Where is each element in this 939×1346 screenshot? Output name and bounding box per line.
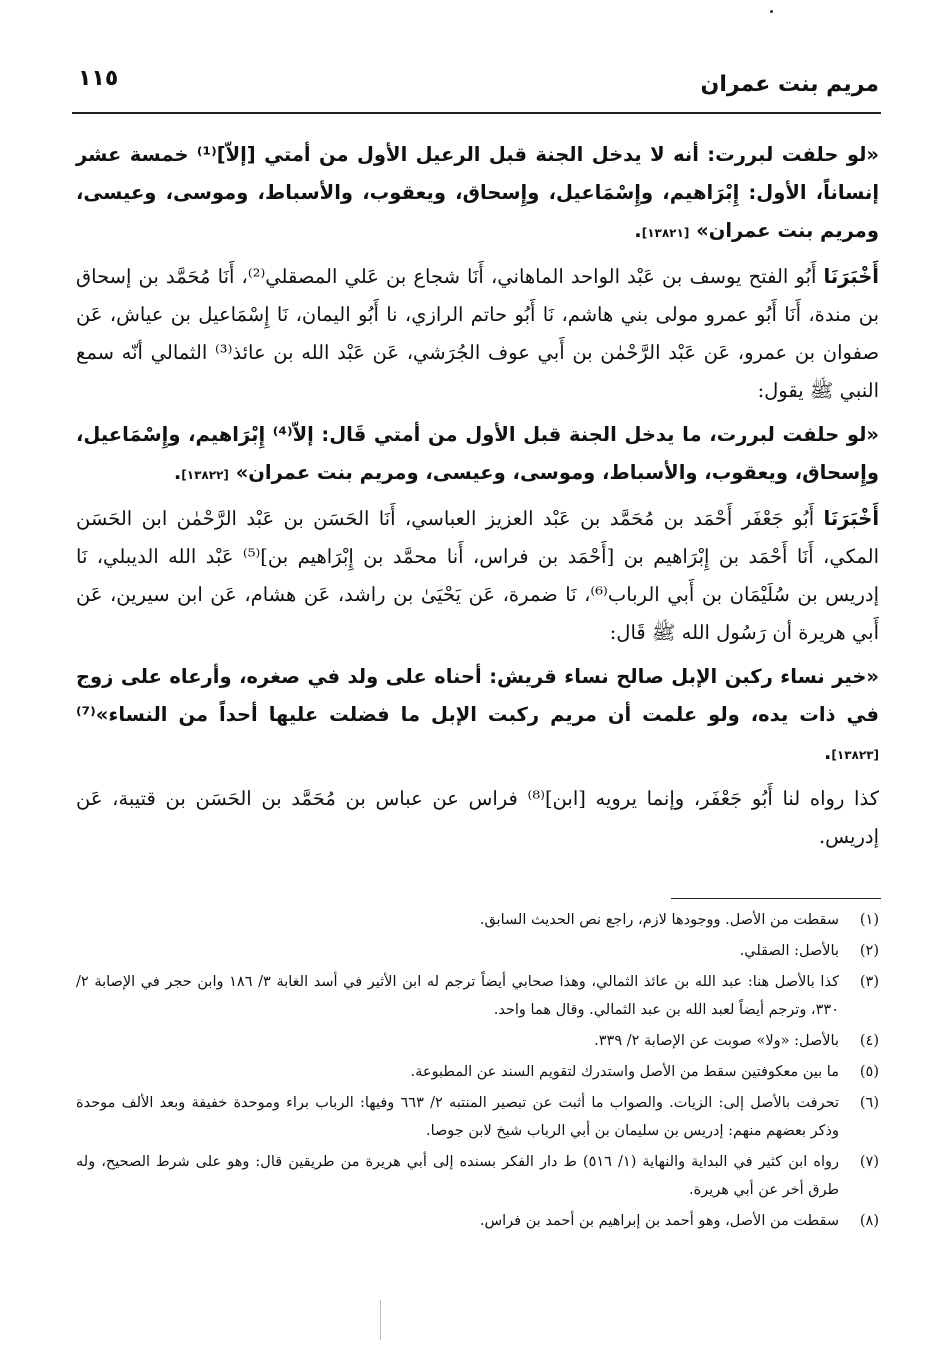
header-rule xyxy=(72,112,881,114)
footnote-number: (٣) xyxy=(859,974,879,990)
hadith-text-3: «خير نساء ركبن الإبل صالح نساء قريش: أحناه على ولد في صغره، وأرعاه على زوج في ذات يده، ولو علمت أن مريم ركبت الإبل ما فضلت عليها أحداً من النساء»⁽⁷⁾ [١٣٨٢٣]. xyxy=(76,665,879,764)
hadith-2-ref: [١٣٨٢٢] xyxy=(181,468,229,482)
footnote-text: سقطت من الأصل، وهو أحمد بن إبراهيم بن أحمد بن فراس. xyxy=(479,1213,839,1229)
footnote-6 xyxy=(76,1089,879,1145)
isnad-1-text: أَبُو الفتح يوسف بن عَبْد الواحد الماهاني، أَنَا شجاع بن عَلي المصقلي⁽²⁾، أَنَا مُحَمَّد بن إسحاق بن مندة، أَنَا أَبُو عمرو مولى بني هاشم، نَا أَبُو حاتم الرازي، نا أَبُو اليمان، نَا إِسْمَاعيل بن عياش، عَن صفوان بن عمرو، عَن عَبْد الرَّحْمٰن بن أَبي عوف الجُرَشي، عَن عَبْد الله بن عائذ⁽³⁾ الثمالي أنّه سمع النبي ﷺ يقول: xyxy=(76,265,879,402)
footnote-2 xyxy=(76,937,879,965)
isnad-2-text: أَبُو جَعْفَر أَحْمَد بن مُحَمَّد بن عَبْد العزيز العباسي، أَنَا الحَسَن بن عَبْد الرَّحْمٰن ابن الحَسَن المكي، أَنَا أَحْمَد بن إِبْرَاهيم بن [أَحْمَد بن فراس، أَنا محمَّد بن إِبْرَاهيم بن]⁽⁵⁾ عَبْد الله الديبلي، نَا إدريس بن سُلَيْمَان بن أَبي الرباب⁽⁶⁾، نَا ضمرة، عَن يَحْيَىٰ بن راشد، عَن هشام، عَن ابن سيرين، عَن أَبي هريرة أن رَسُول الله ﷺ قَال: xyxy=(76,507,880,644)
footnote-7 xyxy=(76,1148,879,1204)
page-number: ١١٥ xyxy=(78,66,119,91)
hadith-1-text: «لو حلفت لبررت: أنه لا يدخل الجنة قبل الرعيل الأول من أمتي [إلاّ]⁽¹⁾ خمسة عشر إنساناً، الأول: إِبْرَاهيم، وإِسْمَاعيل، وإِسحاق، ويعقوب، والأسباط، وموسى، وعيسى، ومريم بنت عمران» xyxy=(76,143,879,242)
hadith-3-ref: [١٣٨٢٣] xyxy=(831,748,879,762)
footnote-text: بالأصل: الصقلي. xyxy=(739,943,839,959)
hadith-text-2: «لو حلفت لبررت، ما يدخل الجنة قبل الأول من أمتي قَال: إلاّ⁽⁴⁾ إِبْرَاهيم، وإِسْمَاعيل، وإِسحاق، ويعقوب، والأسباط، وموسى، وعيسى، ومريم بنت عمران» [١٣٨٢٢]. xyxy=(76,423,880,484)
isnad-2-lead: أَخْبَرَنَا xyxy=(823,507,880,530)
scan-speck xyxy=(770,10,773,13)
footnote-text: بالأصل: «ولا» صوبت عن الإصابة ٢/ ٣٣٩. xyxy=(594,1033,839,1049)
hadith-3-text: «خير نساء ركبن الإبل صالح نساء قريش: أحناه على ولد في صغره، وأرعاه على زوج في ذات يده، ولو علمت أن مريم ركبت الإبل ما فضلت عليها أحداً من النساء»⁽⁷⁾ xyxy=(76,665,879,726)
footnote-4 xyxy=(76,1027,879,1055)
footnote-number: (٨) xyxy=(859,1213,879,1229)
hadith-1-ref: [١٣٨٢١] xyxy=(641,226,690,240)
footnote-number: (٦) xyxy=(859,1095,879,1111)
footnote-number: (٢) xyxy=(859,943,879,959)
hadith-text-1: «لو حلفت لبررت: أنه لا يدخل الجنة قبل الرعيل الأول من أمتي [إلاّ]⁽¹⁾ خمسة عشر إنساناً، الأول: إِبْرَاهيم، وإِسْمَاعيل، وإِسحاق، ويعقوب، والأسباط، وموسى، وعيسى، ومريم بنت عمران» [١٣٨٢١]. xyxy=(76,143,879,242)
footnote-text: كذا بالأصل هنا: عبد الله بن عائذ الثمالي، وهذا صحابي أيضاً ترجم له ابن الأثير في أسد الغابة ٣/ ١٨٦ وابن حجر في الإصابة ٢/ ٣٣٠، وترجم أيضاً لعبد الله بن عبد الثمالي. وقال هما واحد. xyxy=(76,974,839,1018)
closing-paragraph: كذا رواه لنا أَبُو جَعْفَر، وإنما يرويه [ابن]⁽⁸⁾ فراس عن عباس بن مُحَمَّد بن الحَسَن بن قتيبة، عَن إدريس. xyxy=(76,787,879,848)
footnote-text: ما بين معكوفتين سقط من الأصل واستدرك لتقويم السند عن المطبوعة. xyxy=(410,1064,839,1080)
footnote-3 xyxy=(76,968,879,1024)
footnotes xyxy=(76,906,879,1238)
footnote-number: (٧) xyxy=(859,1154,879,1170)
page-header xyxy=(70,60,879,106)
main-text xyxy=(76,136,879,862)
footnote-number: (٥) xyxy=(859,1064,879,1080)
footnote-1 xyxy=(76,906,879,934)
scan-fold-line xyxy=(380,1300,381,1340)
isnad-paragraph-2 xyxy=(76,500,879,652)
isnad-1-lead: أَخْبَرَنَا xyxy=(823,265,879,288)
footnote-text: سقطت من الأصل. ووجودها لازم، راجع نص الحديث السابق. xyxy=(479,912,839,928)
hadith-2-text: «لو حلفت لبررت، ما يدخل الجنة قبل الأول من أمتي قَال: إلاّ⁽⁴⁾ إِبْرَاهيم، وإِسْمَاعيل، وإِسحاق، ويعقوب، والأسباط، وموسى، وعيسى، ومريم بنت عمران» xyxy=(76,423,880,484)
footnote-rule xyxy=(671,898,881,899)
footnote-number: (٤) xyxy=(859,1033,879,1049)
footnote-5 xyxy=(76,1058,879,1086)
running-title: مريم بنت عمران xyxy=(700,72,879,97)
footnote-text: رواه ابن كثير في البداية والنهاية (١/ ٥١٦) ط دار الفكر بسنده إلى أبي هريرة من طريقين قال: وهو على شرط الصحيح، وله طرق أخر عن أبي هريرة. xyxy=(76,1154,840,1198)
isnad-paragraph-1 xyxy=(76,258,879,410)
footnote-text: تحرفت بالأصل إلى: الزيات. والصواب ما أثبت عن تبصير المنتبه ٢/ ٦٦٣ وفيها: الرباب براء وموحدة خفيفة وبعد الألف موحدة وذكر بعضهم منهم: إدريس بن سليمان بن أبي الرباب شيخ لابن جوصا. xyxy=(76,1095,839,1139)
footnote-number: (١) xyxy=(859,912,879,928)
footnote-8 xyxy=(76,1207,879,1235)
